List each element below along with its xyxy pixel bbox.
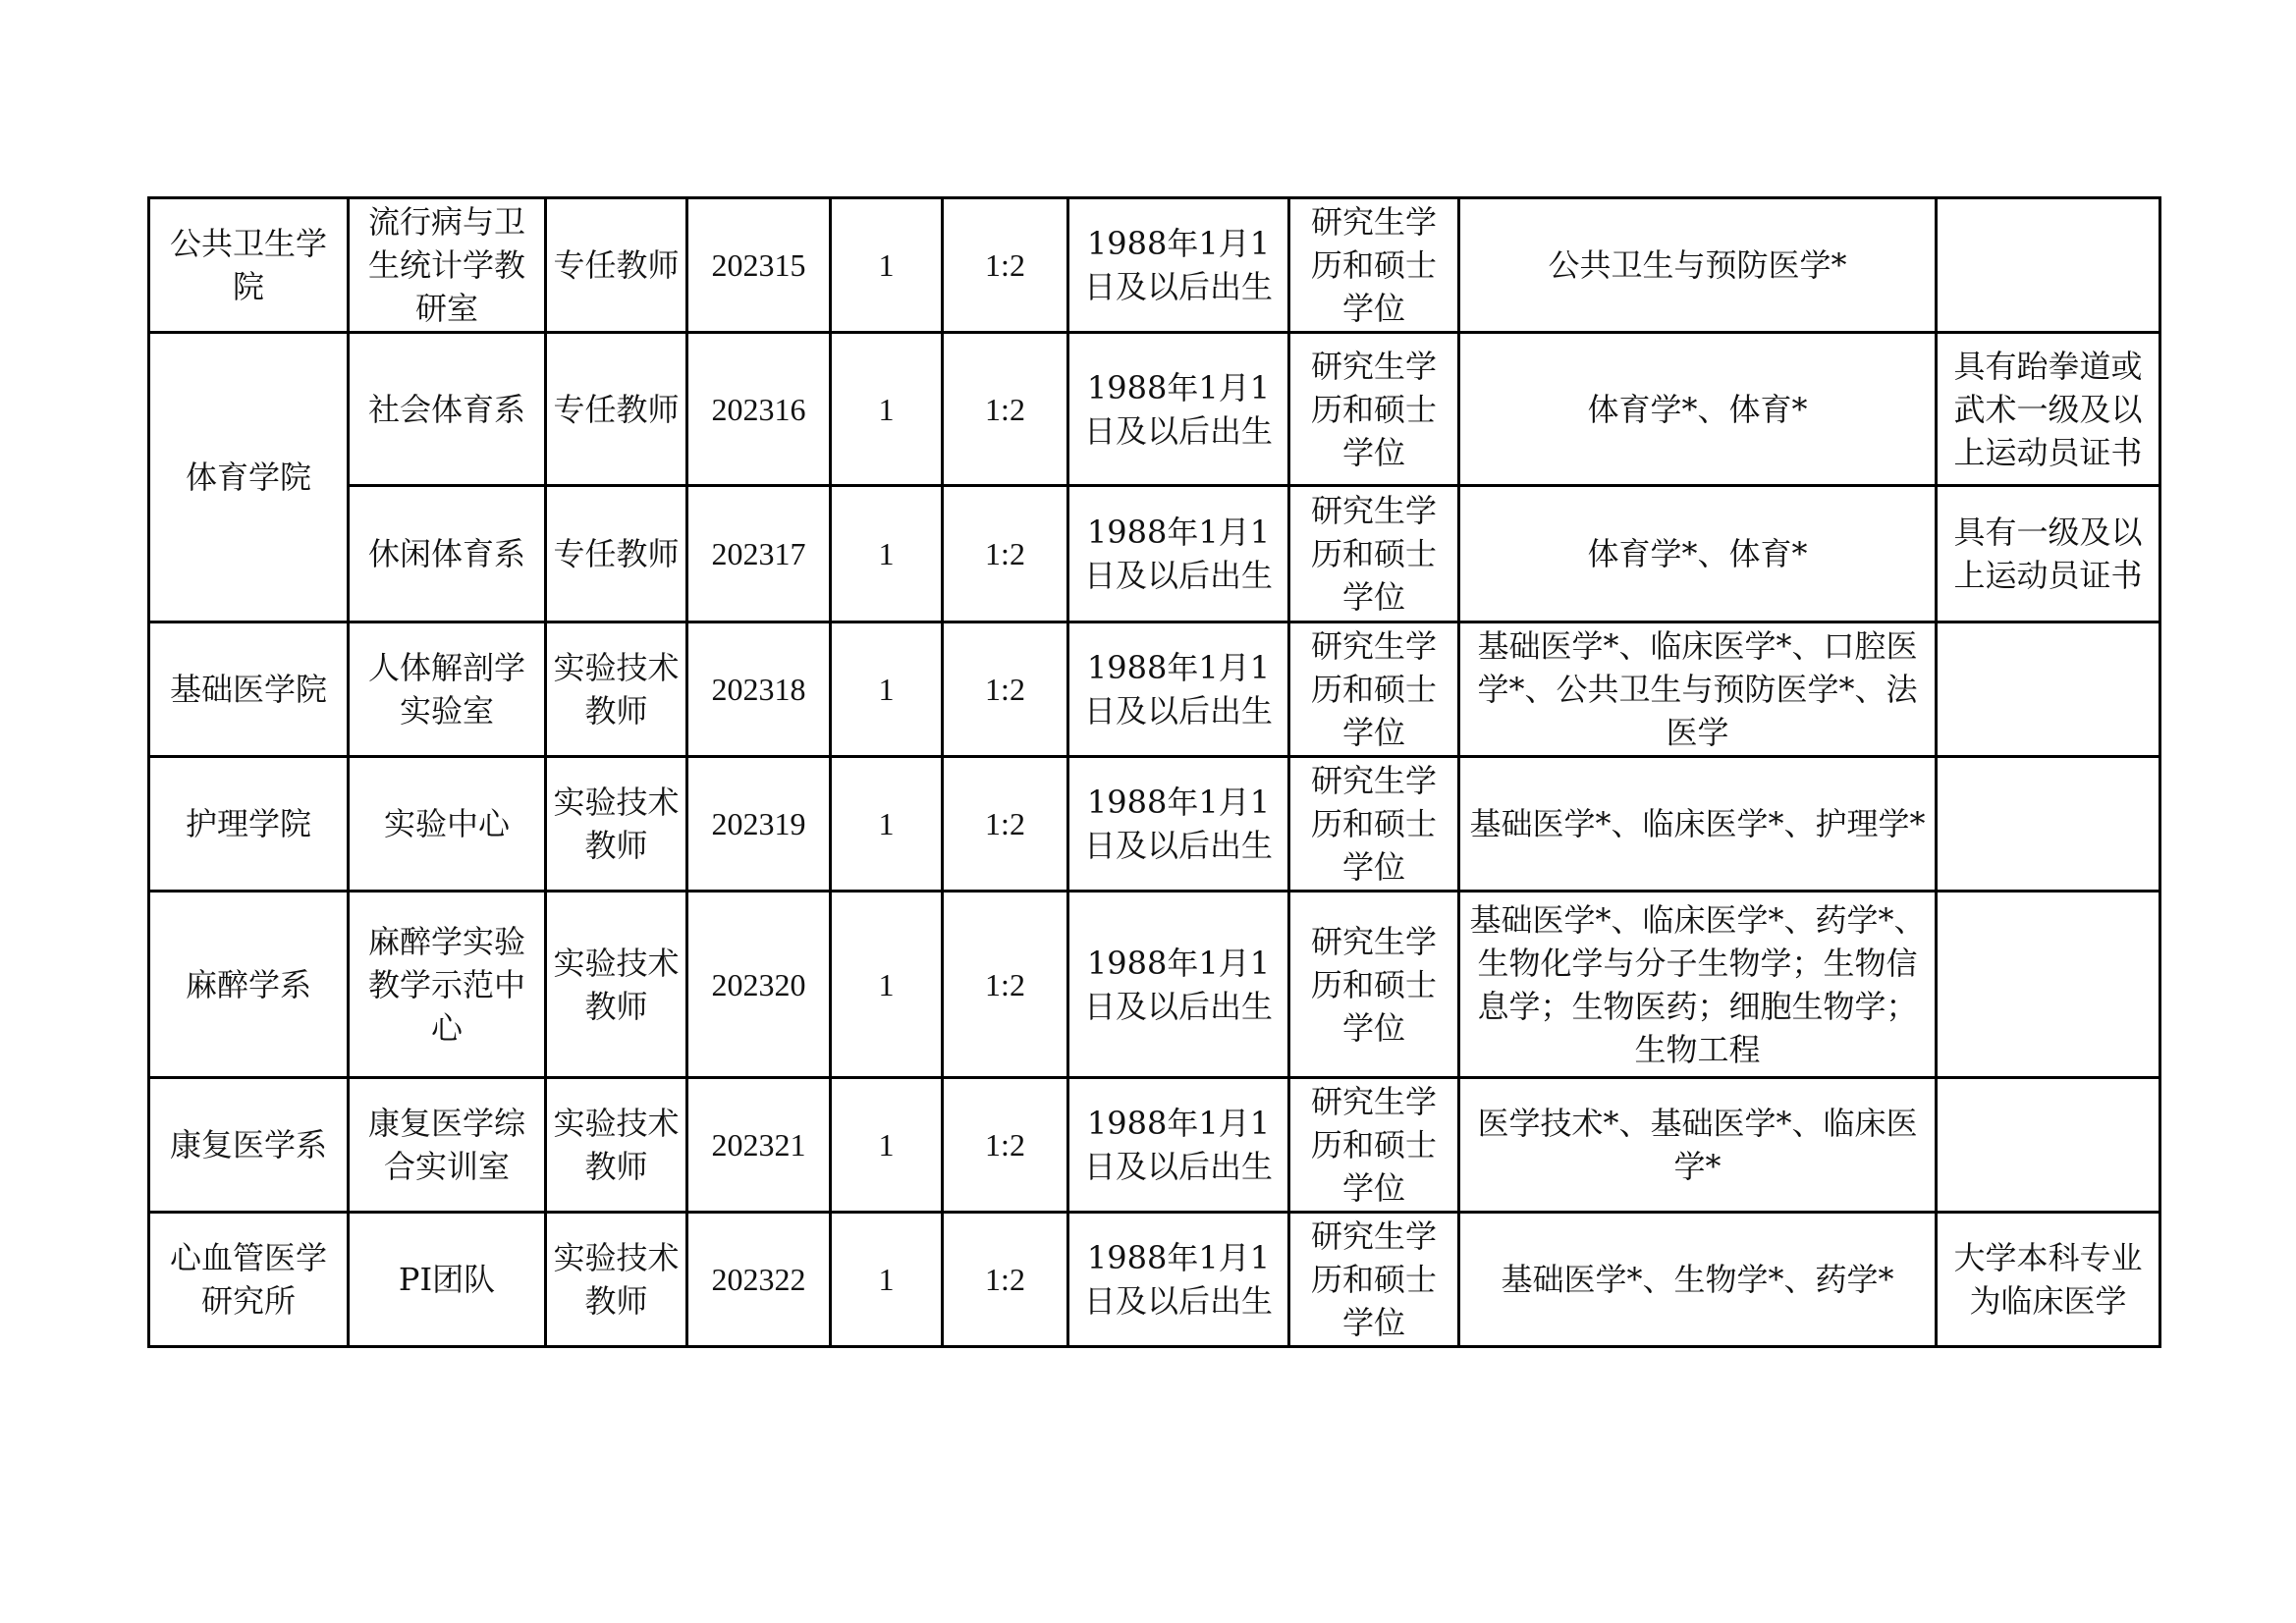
education-cell: 研究生学历和硕士学位 — [1289, 333, 1459, 486]
count-cell: 1 — [831, 1078, 943, 1213]
ratio-cell: 1:2 — [943, 1213, 1068, 1347]
table-row — [149, 198, 2160, 333]
position-cell: 实验技术教师 — [546, 622, 687, 757]
department-cell: 护理学院 — [149, 757, 349, 892]
table-row — [149, 622, 2160, 757]
position-cell: 专任教师 — [546, 486, 687, 622]
unit-cell: 休闲体育系 — [349, 486, 546, 622]
count-cell: 1 — [831, 1213, 943, 1347]
position-cell: 实验技术教师 — [546, 1078, 687, 1213]
table-row — [149, 892, 2160, 1078]
department-cell: 体育学院 — [149, 333, 349, 622]
unit-cell: 康复医学综合实训室 — [349, 1078, 546, 1213]
ratio-cell: 1:2 — [943, 198, 1068, 333]
table-row — [149, 333, 2160, 486]
notes-cell — [1937, 622, 2160, 757]
code-cell: 202317 — [687, 486, 831, 622]
count-cell: 1 — [831, 892, 943, 1078]
code-cell: 202318 — [687, 622, 831, 757]
notes-cell — [1937, 757, 2160, 892]
position-cell: 实验技术教师 — [546, 757, 687, 892]
age-cell: 1988年1月1日及以后出生 — [1068, 333, 1289, 486]
ratio-cell: 1:2 — [943, 622, 1068, 757]
code-cell: 202315 — [687, 198, 831, 333]
unit-cell: 社会体育系 — [349, 333, 546, 486]
age-cell: 1988年1月1日及以后出生 — [1068, 486, 1289, 622]
notes-cell — [1937, 1078, 2160, 1213]
age-cell: 1988年1月1日及以后出生 — [1068, 1213, 1289, 1347]
count-cell: 1 — [831, 622, 943, 757]
age-cell: 1988年1月1日及以后出生 — [1068, 892, 1289, 1078]
major-cell: 基础医学*、临床医学*、护理学* — [1459, 757, 1937, 892]
age-cell: 1988年1月1日及以后出生 — [1068, 198, 1289, 333]
education-cell: 研究生学历和硕士学位 — [1289, 757, 1459, 892]
notes-cell — [1937, 892, 2160, 1078]
major-cell: 体育学*、体育* — [1459, 486, 1937, 622]
education-cell: 研究生学历和硕士学位 — [1289, 1213, 1459, 1347]
table-row — [149, 486, 2160, 622]
unit-cell: 人体解剖学实验室 — [349, 622, 546, 757]
unit-cell: 流行病与卫生统计学教研室 — [349, 198, 546, 333]
position-cell: 实验技术教师 — [546, 892, 687, 1078]
ratio-cell: 1:2 — [943, 892, 1068, 1078]
department-cell: 心血管医学研究所 — [149, 1213, 349, 1347]
education-cell: 研究生学历和硕士学位 — [1289, 198, 1459, 333]
major-cell: 基础医学*、临床医学*、药学*、生物化学与分子生物学；生物信息学；生物医药；细胞生物学；生物工程 — [1459, 892, 1937, 1078]
age-cell: 1988年1月1日及以后出生 — [1068, 622, 1289, 757]
table-row — [149, 1078, 2160, 1213]
code-cell: 202320 — [687, 892, 831, 1078]
department-cell: 麻醉学系 — [149, 892, 349, 1078]
notes-cell — [1937, 198, 2160, 333]
count-cell: 1 — [831, 486, 943, 622]
age-cell: 1988年1月1日及以后出生 — [1068, 757, 1289, 892]
code-cell: 202319 — [687, 757, 831, 892]
code-cell: 202322 — [687, 1213, 831, 1347]
department-cell: 公共卫生学院 — [149, 198, 349, 333]
department-cell: 康复医学系 — [149, 1078, 349, 1213]
ratio-cell: 1:2 — [943, 486, 1068, 622]
ratio-cell: 1:2 — [943, 333, 1068, 486]
major-cell: 公共卫生与预防医学* — [1459, 198, 1937, 333]
education-cell: 研究生学历和硕士学位 — [1289, 622, 1459, 757]
position-cell: 专任教师 — [546, 198, 687, 333]
table-row — [149, 757, 2160, 892]
education-cell: 研究生学历和硕士学位 — [1289, 1078, 1459, 1213]
major-cell: 医学技术*、基础医学*、临床医学* — [1459, 1078, 1937, 1213]
unit-cell: PI团队 — [349, 1213, 546, 1347]
count-cell: 1 — [831, 333, 943, 486]
ratio-cell: 1:2 — [943, 757, 1068, 892]
unit-cell: 实验中心 — [349, 757, 546, 892]
notes-cell: 具有跆拳道或武术一级及以上运动员证书 — [1937, 333, 2160, 486]
notes-cell: 大学本科专业为临床医学 — [1937, 1213, 2160, 1347]
notes-cell: 具有一级及以上运动员证书 — [1937, 486, 2160, 622]
education-cell: 研究生学历和硕士学位 — [1289, 892, 1459, 1078]
position-cell: 专任教师 — [546, 333, 687, 486]
ratio-cell: 1:2 — [943, 1078, 1068, 1213]
table-row — [149, 1213, 2160, 1347]
code-cell: 202321 — [687, 1078, 831, 1213]
position-cell: 实验技术教师 — [546, 1213, 687, 1347]
count-cell: 1 — [831, 757, 943, 892]
major-cell: 基础医学*、生物学*、药学* — [1459, 1213, 1937, 1347]
code-cell: 202316 — [687, 333, 831, 486]
count-cell: 1 — [831, 198, 943, 333]
recruitment-table — [147, 196, 2161, 1348]
age-cell: 1988年1月1日及以后出生 — [1068, 1078, 1289, 1213]
major-cell: 体育学*、体育* — [1459, 333, 1937, 486]
major-cell: 基础医学*、临床医学*、口腔医学*、公共卫生与预防医学*、法医学 — [1459, 622, 1937, 757]
unit-cell: 麻醉学实验教学示范中心 — [349, 892, 546, 1078]
department-cell: 基础医学院 — [149, 622, 349, 757]
education-cell: 研究生学历和硕士学位 — [1289, 486, 1459, 622]
